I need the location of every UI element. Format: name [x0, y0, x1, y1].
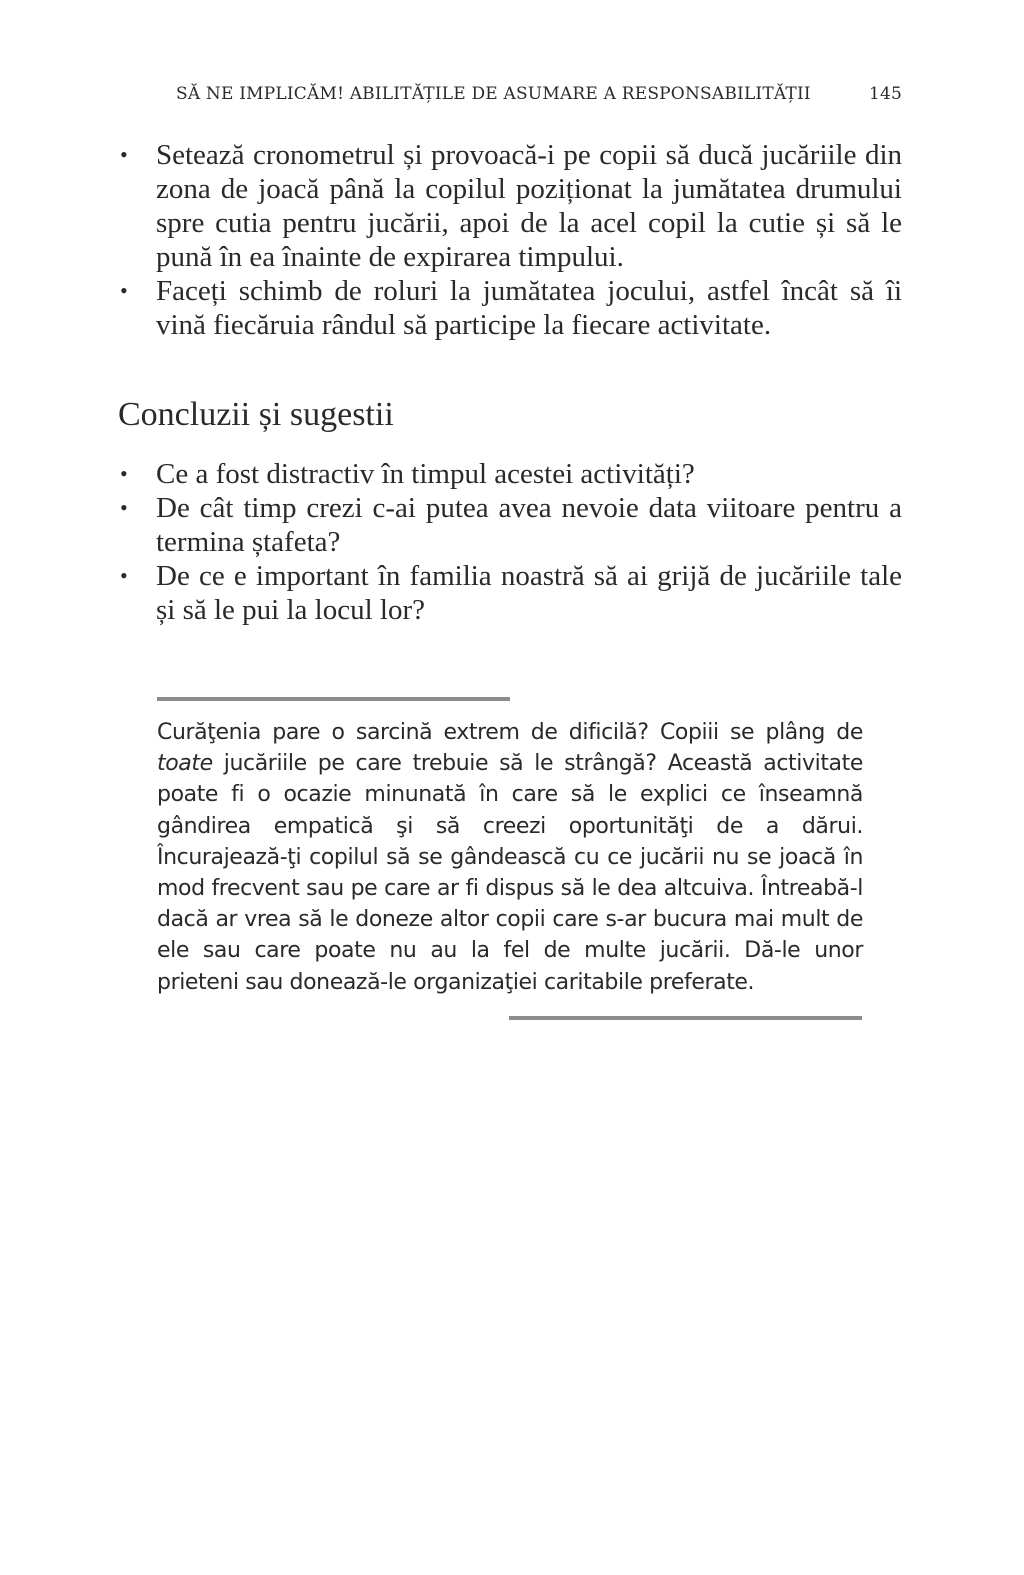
bullet-icon: •: [120, 142, 128, 167]
bullet-icon: •: [120, 278, 128, 303]
list-item: [118, 491, 902, 559]
list-item-text: Setează cronometrul și provoacă-i pe copii să ducă jucăriile din zona de joacă până la copilul poziționat la jumătatea drumului spre cutia pentru jucării, apoi de la acel copil la cutie și să le pună în ea înainte de expirarea timpului.: [156, 139, 902, 273]
sidebar-text-start: Curăţenia pare o sarcină extrem de dificilă? Copiii se plâng de: [157, 720, 863, 745]
sidebar-text-end: jucăriile pe care trebuie să le strângă? Această activitate poate fi o ocazie minunată în care să le explici ce înseamnă gândirea empatică şi să creezi oportunităţi de a dărui. Încurajează-ţi copilul să se gândească cu ce jucării nu se joacă în mod frecvent sau pe care ar fi dispus să le dea altcuiva. Întreabă-l dacă ar vrea să le doneze altor copii care s-ar bucura mai mult de ele sau care poate nu au la fel de multe jucării. Dă-le unor prieteni sau donează-le organizaţiei caritabile preferate.: [157, 751, 863, 995]
list-item-text: Ce a fost distractiv în timpul acestei activități?: [156, 458, 695, 490]
list-item: [118, 274, 902, 342]
questions-list: [118, 457, 902, 627]
list-item: [118, 559, 902, 627]
running-head-title: SĂ NE IMPLICĂM! ABILITĂȚILE DE ASUMARE A RESPONSABILITĂȚII: [176, 84, 811, 104]
list-item: [118, 138, 902, 274]
bullet-icon: •: [120, 495, 128, 520]
running-head: [176, 84, 902, 110]
list-item-text: Faceți schimb de roluri la jumătatea jocului, astfel încât să îi vină fiecăruia rândul să participe la fiecare activitate.: [156, 275, 902, 341]
sidebar-italic-word: toate: [157, 751, 213, 777]
list-item: [118, 457, 902, 491]
instructions-list: [118, 138, 902, 342]
sidebar-note: [157, 717, 863, 998]
section-heading: Concluzii și sugestii: [118, 396, 394, 433]
page-number: 145: [868, 84, 902, 104]
list-item-text: De cât timp crezi c-ai putea avea nevoie data viitoare pentru a termina ștafeta?: [156, 492, 902, 558]
list-item-text: De ce e important în familia noastră să ai grijă de jucăriile tale și să le pui la locul lor?: [156, 560, 902, 626]
bullet-icon: •: [120, 461, 128, 486]
sidebar-top-rule: [157, 697, 510, 701]
sidebar-bottom-rule: [509, 1016, 862, 1020]
bullet-icon: •: [120, 563, 128, 588]
